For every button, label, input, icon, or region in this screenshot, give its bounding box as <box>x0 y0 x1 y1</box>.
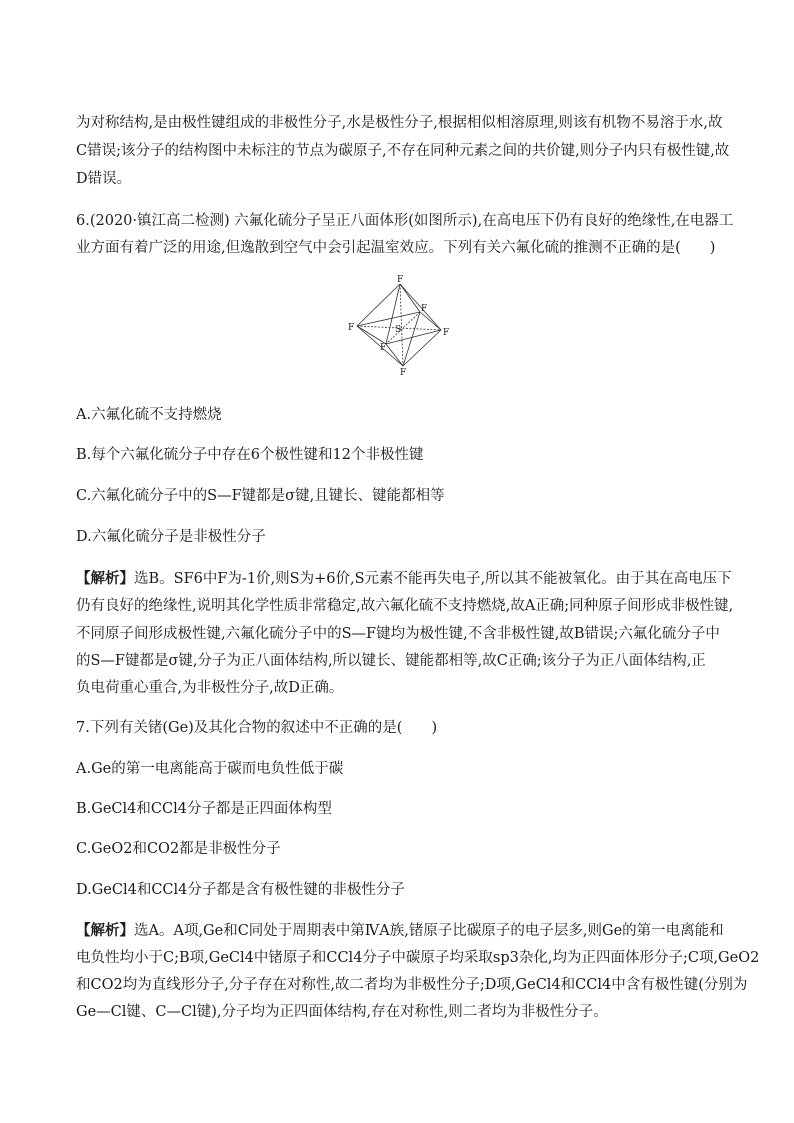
analysis-line <box>76 569 732 589</box>
text-line: D错误。 <box>76 171 132 187</box>
analysis-text: 选B。SF6中F为-1价,则S为+6价,S元素不能再失电子,所以其不能被氧化。由于其在高电压下 <box>134 571 732 587</box>
option-d: D.GeCl4和CCl4分子都是含有极性键的非极性分子 <box>76 882 405 898</box>
text-line: C错误;该分子的结构图中未标注的节点为碳原子,不存在同种元素之间的共价键,则分子内只有极性键,故 <box>76 143 730 159</box>
analysis-text: 选A。A项,Ge和C同处于周期表中第ⅣA族,锗原子比碳原子的电子层多,则Ge的第一电离能和 <box>134 923 724 939</box>
analysis-line: Ge—Cl键、C—Cl键),分子均为正四面体结构,存在对称性,则二者均为非极性分子。 <box>76 1004 608 1020</box>
atom-label: F <box>397 275 404 285</box>
atom-label: F <box>380 343 387 353</box>
analysis-line: 和CO2均为直线形分子,分子存在对称性,故二者均为非极性分子;D项,GeCl4和CCl4中含有极性键(分别为 <box>76 977 748 993</box>
question-7-stem: 7.下列有关锗(Ge)及其化合物的叙述中不正确的是( ) <box>76 720 438 736</box>
atom-label: S <box>395 325 402 335</box>
atom-label: F <box>421 304 428 314</box>
option-a: A.Ge的第一电离能高于碳而电负性低于碳 <box>76 761 344 777</box>
analysis-line: 仍有良好的绝缘性,说明其化学性质非常稳定,故六氟化硫不支持燃烧,故A正确;同种原子间形成非极性键, <box>76 598 734 614</box>
text-line: 为对称结构,是由极性键组成的非极性分子,水是极性分子,根据相似相溶原理,则该有机物不易溶于水,故 <box>76 115 723 131</box>
atom-label: F <box>443 328 450 338</box>
analysis-label: 【解析】 <box>76 570 134 587</box>
atom-label: F <box>400 368 407 376</box>
option-d: D.六氟化硫分子是非极性分子 <box>76 529 266 545</box>
analysis-label: 【解析】 <box>76 922 134 939</box>
analysis-line <box>76 921 724 941</box>
option-c: C.六氟化硫分子中的S—F键都是σ键,且键长、键能都相等 <box>76 488 445 504</box>
analysis-line: 的S—F键都是σ键,分子为正八面体结构,所以键长、键能都相等,故C正确;该分子为正八面体结构,正 <box>76 653 706 669</box>
question-6-stem: 业方面有着广泛的用途,但逸散到空气中会引起温室效应。下列有关六氟化硫的推测不正确的是( ) <box>76 240 716 256</box>
question-6-stem: 6.(2020·镇江高二检测) 六氟化硫分子呈正八面体形(如图所示),在高电压下仍有良好的绝缘性,在电器工 <box>76 213 734 229</box>
option-a: A.六氟化硫不支持燃烧 <box>76 407 222 423</box>
option-b: B.每个六氟化硫分子中存在6个极性键和12个非极性键 <box>76 447 424 463</box>
analysis-line: 电负性均小于C;B项,GeCl4中锗原子和CCl4分子中碳原子均采取sp3杂化,均为正四面体形分子;C项,GeO2 <box>76 950 760 966</box>
option-c: C.GeO2和CO2都是非极性分子 <box>76 841 281 857</box>
analysis-line: 不同原子间形成极性键,六氟化硫分子中的S—F键均为极性键,不含非极性键,故B错误;六氟化硫分子中 <box>76 626 720 642</box>
atom-label: F <box>348 323 355 333</box>
analysis-line: 负电荷重心重合,为非极性分子,故D正确。 <box>76 680 344 696</box>
sf6-octahedron-diagram <box>340 274 460 376</box>
option-b: B.GeCl4和CCl4分子都是正四面体构型 <box>76 801 332 817</box>
